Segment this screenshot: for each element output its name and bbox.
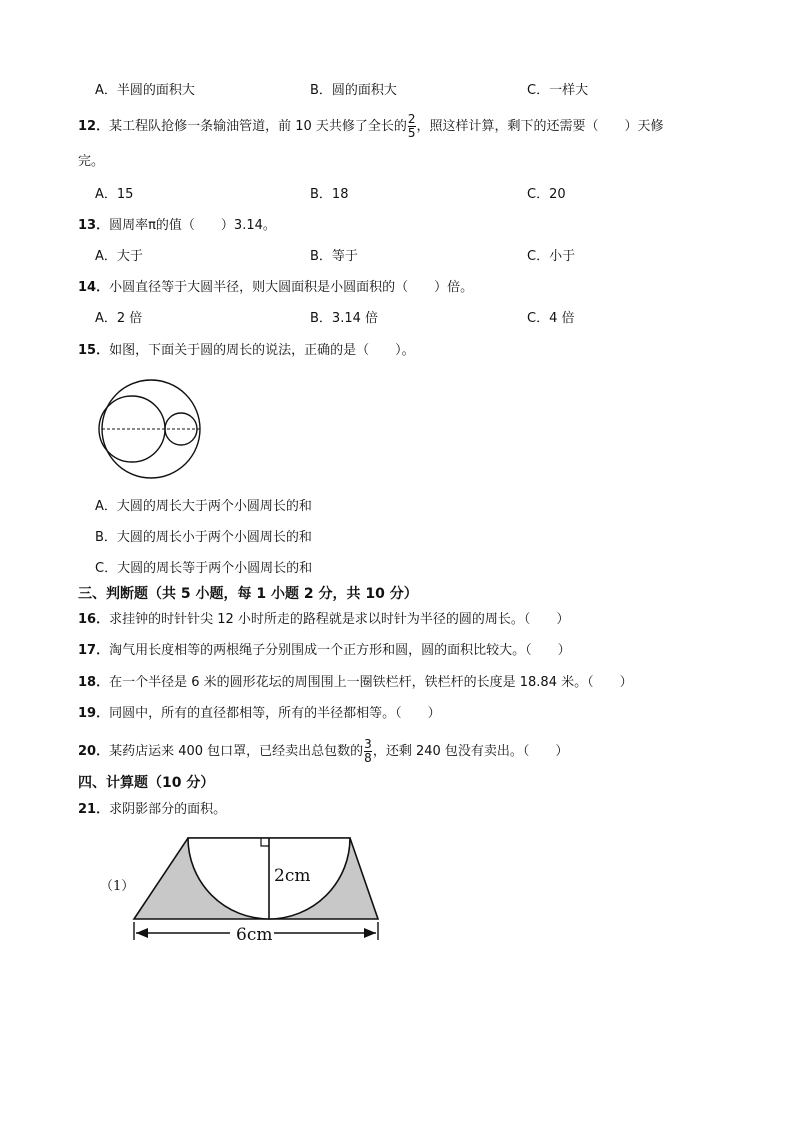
q12-option-c: C．20 xyxy=(527,187,566,202)
q15-question: 15．如图，下面关于圆的周长的说法，正确的是（ ）。 xyxy=(78,343,415,358)
q15-circles-figure xyxy=(92,378,216,482)
q11-option-b: B．圆的面积大 xyxy=(310,83,397,98)
q20-fraction: $\frac{3}{8}$ xyxy=(364,737,372,765)
q14-option-b: B．3.14 倍 xyxy=(310,311,378,326)
q15-option-a: A．大圆的周长大于两个小圆周长的和 xyxy=(95,499,312,514)
q12-question: 12．某工程队抢修一条输油管道，前 10 天共修了全长的 $\frac{2}{5}$ ，照这样计算，剩下的还需要（ ）天修 xyxy=(78,112,664,140)
q12-fraction: $\frac{2}{5}$ xyxy=(407,112,416,140)
q14-option-a: A．2 倍 xyxy=(95,311,143,326)
q13-option-b: B．等于 xyxy=(310,249,358,264)
q21-arrow-left xyxy=(136,928,148,938)
q12-question-cont: 完。 xyxy=(78,154,105,169)
q19-question: 19．同圆中，所有的直径都相等，所有的半径都相等。（ ） xyxy=(78,706,441,721)
q21-height-label: 2cm xyxy=(274,866,311,886)
q11-option-a: A．半圆的面积大 xyxy=(95,83,195,98)
q13-option-a: A．大于 xyxy=(95,249,143,264)
q17-question: 17．淘气用长度相等的两根绳子分别围成一个正方形和圆，圆的面积比较大。（ ） xyxy=(78,643,571,658)
q12-option-b: B．18 xyxy=(310,187,349,202)
q18-question: 18．在一个半径是 6 米的圆形花坛的周围围上一圈铁栏杆，铁栏杆的长度是 18.84 米。（ ） xyxy=(78,675,633,690)
q15-option-c: C．大圆的周长等于两个小圆周长的和 xyxy=(95,561,313,576)
q13-option-c: C．小于 xyxy=(527,249,576,264)
section3-title: 三、判断题（共 5 小题，每 1 小题 2 分，共 10 分） xyxy=(78,586,418,602)
q21-sub-label: （1） xyxy=(100,879,135,894)
q15-large-circle xyxy=(102,380,200,478)
q14-question: 14．小圆直径等于大圆半径，则大圆面积是小圆面积的（ ）倍。 xyxy=(78,280,474,295)
q21-arrow-right xyxy=(364,928,376,938)
q21-question: 21．求阴影部分的面积。 xyxy=(78,802,227,817)
q14-option-c: C．4 倍 xyxy=(527,311,575,326)
q20-question: 20．某药店运来 400 包口罩，已经卖出总包数的 $\frac{3}{8}$ ，还剩 240 包没有卖出。（ ） xyxy=(78,737,569,765)
q16-question: 16．求挂钟的时针针尖 12 小时所走的路程就是求以时针为半径的圆的周长。（ ） xyxy=(78,612,570,627)
q11-option-c: C．一样大 xyxy=(527,83,589,98)
q21-trapezoid-figure xyxy=(128,832,386,948)
section4-title: 四、计算题（10 分） xyxy=(78,775,215,791)
q21-base-label: 6cm xyxy=(236,925,273,945)
q15-option-b: B．大圆的周长小于两个小圆周长的和 xyxy=(95,530,312,545)
q13-question: 13．圆周率π的值（ ）3.14。 xyxy=(78,218,276,233)
q12-option-a: A．15 xyxy=(95,187,134,202)
